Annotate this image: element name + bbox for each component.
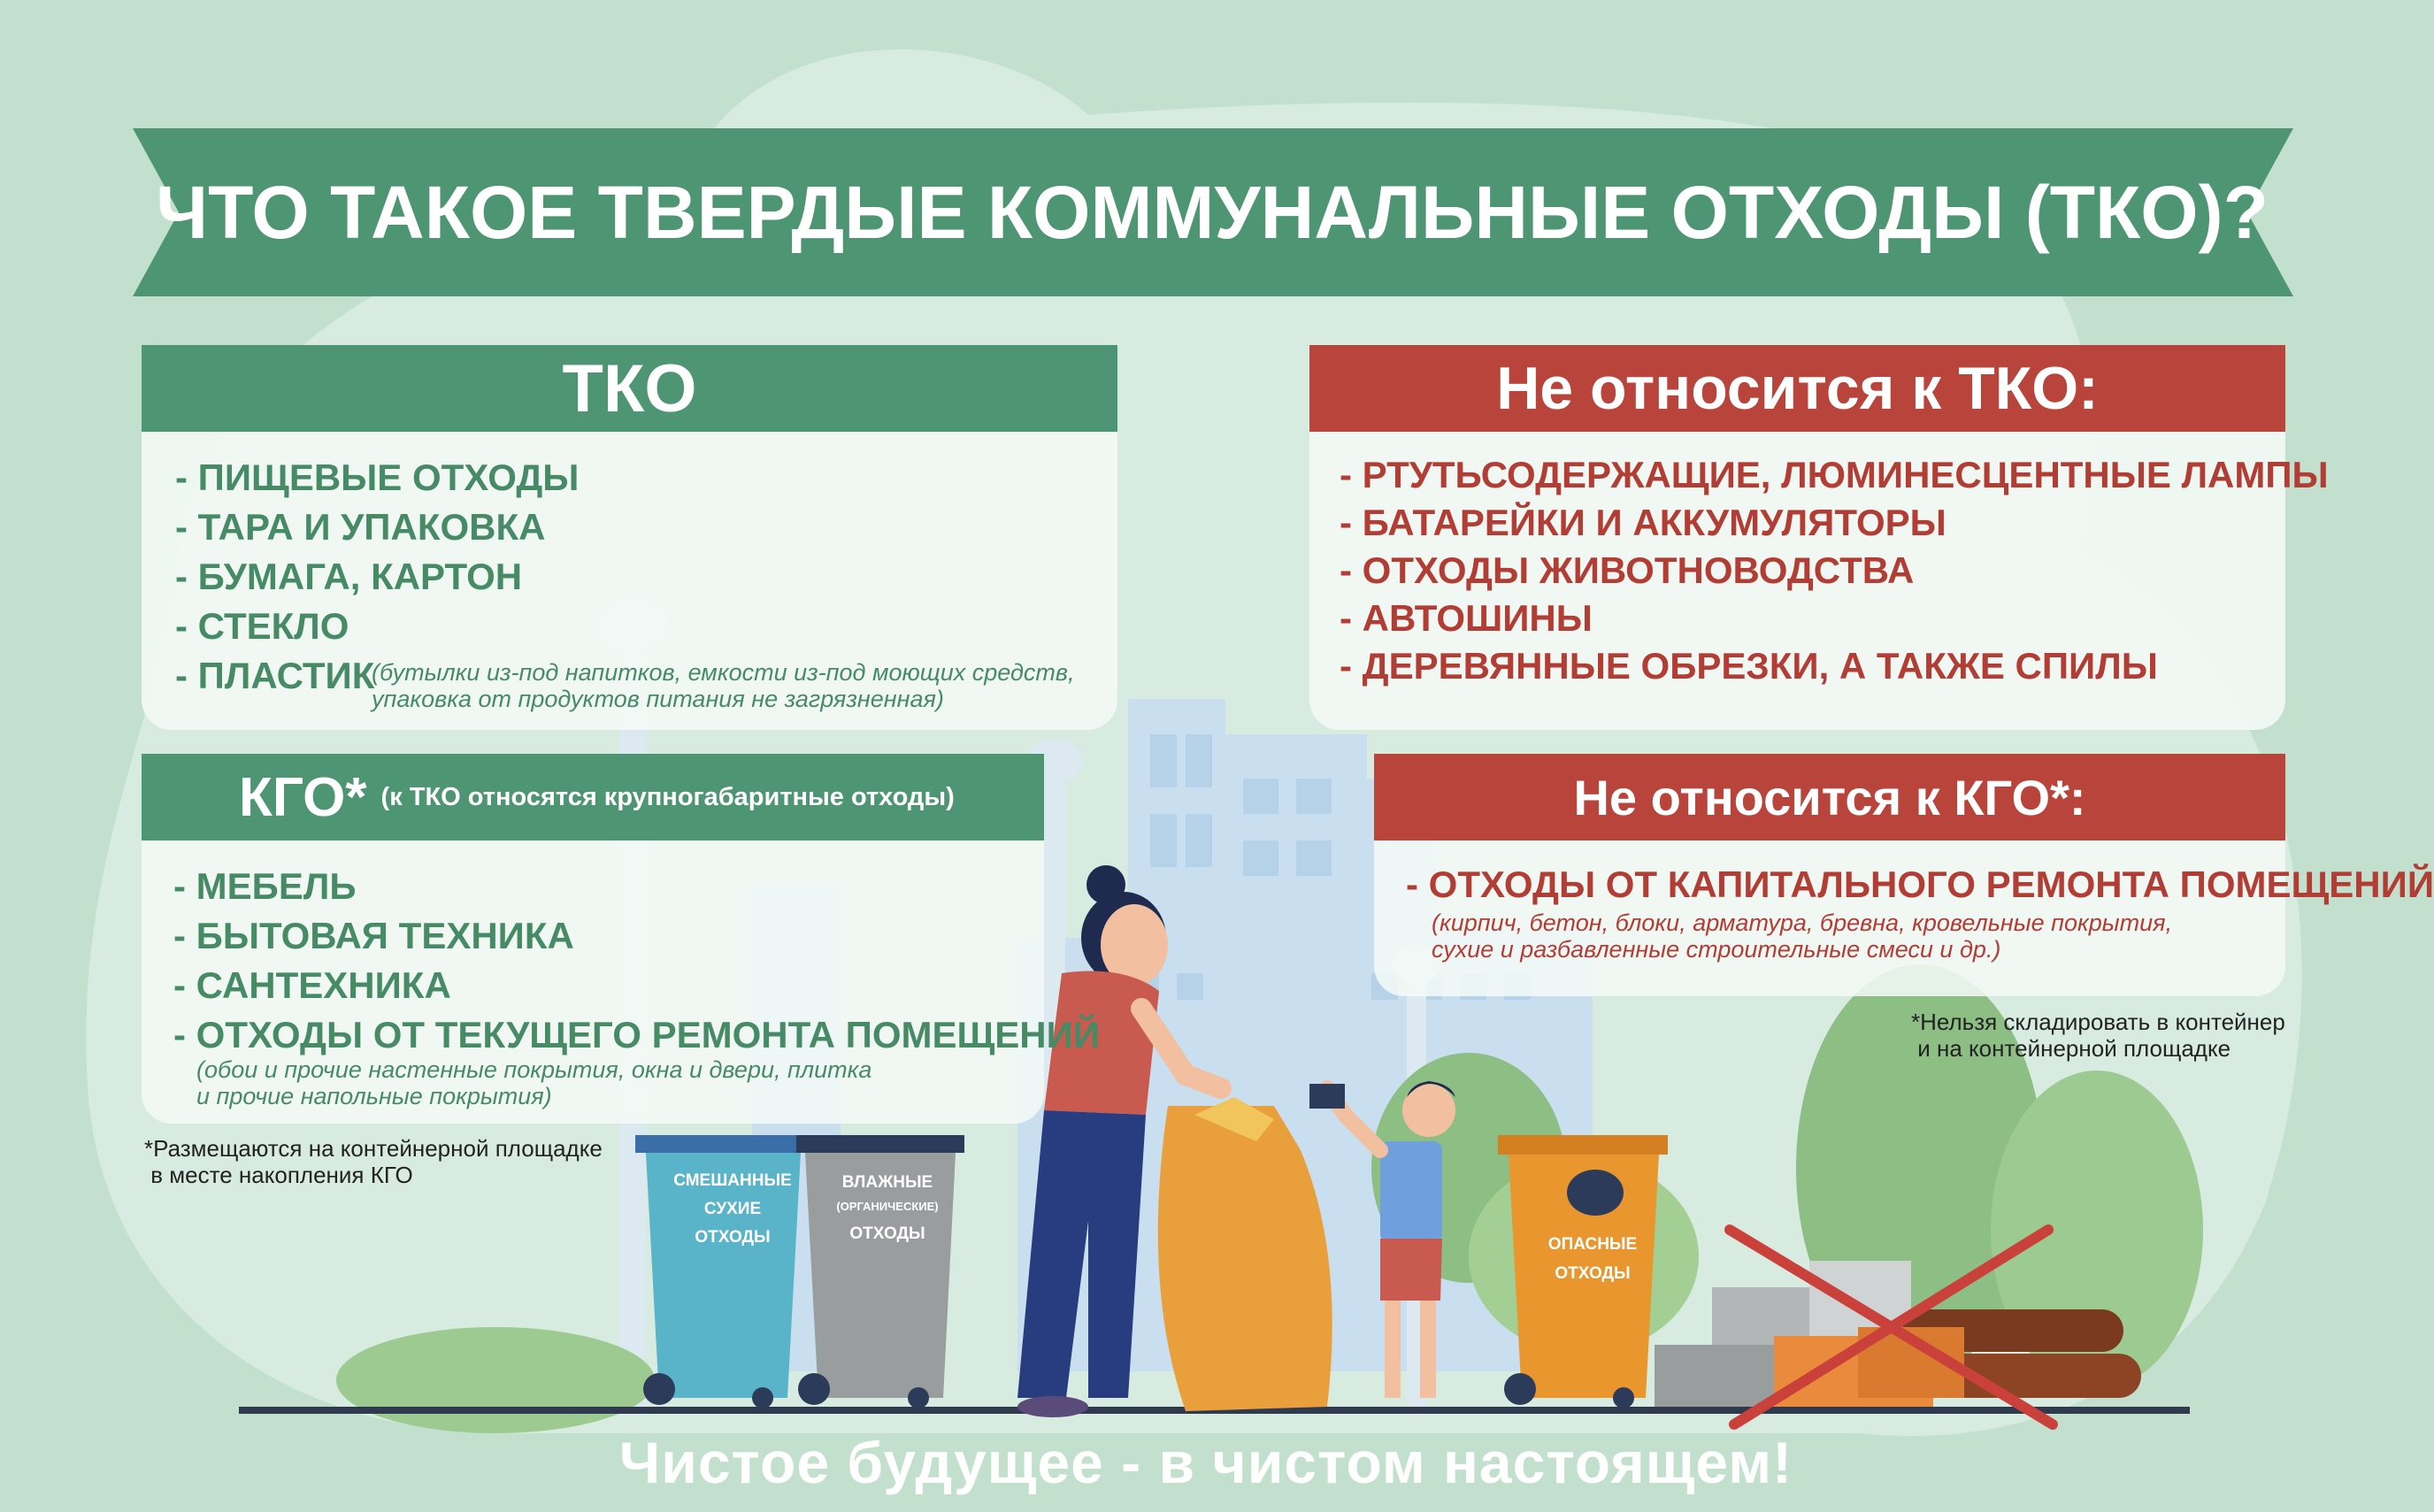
slogan: Чистое будущее - в чистом настоящем! [618, 1430, 1793, 1495]
not-tko-heading: Не относится к ТКО: [1309, 345, 2285, 432]
bin-grey-label-2: (ОРГАНИЧЕСКИЕ) [836, 1200, 939, 1213]
bin-blue-label-1: СМЕШАННЫЕ [673, 1171, 792, 1190]
tko-heading: ТКО [142, 345, 1117, 432]
not-tko-item-batteries: - БАТАРЕЙКИ И АККУМУЛЯТОРЫ [1340, 502, 1946, 543]
not-tko-item-tires: - АВТОШИНЫ [1340, 597, 1593, 639]
kgo-item-appliances: - БЫТОВАЯ ТЕХНИКА [173, 915, 574, 956]
not-kgo-heading: Не относится к КГО*: [1374, 754, 2285, 840]
bin-hazardous [1498, 1135, 1668, 1408]
bin-grey-label-3: ОТХОДЫ [849, 1224, 925, 1243]
not-tko-list [1340, 451, 2329, 690]
not-kgo-panel [1374, 754, 2434, 996]
tko-item-glass: - СТЕКЛО [175, 605, 349, 647]
bin-grey-label-1: ВЛАЖНЫЕ [841, 1173, 933, 1192]
bin-mixed-dry [635, 1135, 812, 1408]
not-tko-item-lamps: - РТУТЬСОДЕРЖАЩИЕ, ЛЮМИНЕСЦЕНТНЫЕ ЛАМПЫ [1340, 454, 2329, 495]
tko-item-plastic: - ПЛАСТИК [175, 655, 375, 696]
tko-panel [142, 345, 1117, 730]
tko-item-packaging: - ТАРА И УПАКОВКА [175, 506, 546, 548]
kgo-item-furniture: - МЕБЕЛЬ [173, 865, 357, 907]
kgo-item-plumbing: - САНТЕХНИКА [173, 964, 451, 1006]
kgo-item-repair: - ОТХОДЫ ОТ ТЕКУЩЕГО РЕМОНТА ПОМЕЩЕНИЙ [173, 1014, 1101, 1055]
kgo-heading: КГО* [239, 766, 367, 828]
not-tko-item-wood: - ДЕРЕВЯННЫЕ ОБРЕЗКИ, А ТАКЖЕ СПИЛЫ [1340, 645, 2158, 687]
tko-item-food: - ПИЩЕВЫЕ ОТХОДЫ [175, 457, 580, 498]
bin-orange-label-1: ОПАСНЫЕ [1547, 1235, 1638, 1254]
bin-orange-label-2: ОТХОДЫ [1555, 1264, 1631, 1283]
kgo-footnote: *Размещаются на контейнерной площадке в месте накопления КГО [144, 1135, 603, 1188]
not-tko-item-livestock: - ОТХОДЫ ЖИВОТНОВОДСТВА [1340, 549, 1915, 591]
bin-blue-label-2: СУХИЕ [703, 1200, 762, 1218]
not-kgo-note: (кирпич, бетон, блоки, арматура, бревна, кровельные покрытия, сухие и разбавленные строительные смеси и др.) [1432, 910, 2173, 963]
plastic-note: (бутылки из-под напитков, емкости из-под моющих средств, упаковка от продуктов питания не загрязненная) [372, 659, 1075, 712]
kgo-panel [142, 754, 1101, 1124]
not-tko-panel [1309, 345, 2329, 730]
kgo-repair-note: (обои и прочие настенные покрытия, окна и двери, плитка и прочие напольные покрытия) [196, 1056, 872, 1109]
bin-wet-organic [796, 1135, 964, 1408]
not-kgo-footnote: *Нельзя складировать в контейнер и на контейнерной площадке [1911, 1009, 2285, 1062]
kgo-list [173, 862, 1100, 1060]
bin-blue-label-3: ОТХОДЫ [695, 1228, 771, 1247]
kgo-header [142, 754, 1044, 840]
page-title: ЧТО ТАКОЕ ТВЕРДЫЕ КОММУНАЛЬНЫЕ ОТХОДЫ (ТКО)? [156, 170, 2269, 254]
not-kgo-list [1406, 860, 2434, 910]
not-kgo-item-capital-repair: - ОТХОДЫ ОТ КАПИТАЛЬНОГО РЕМОНТА ПОМЕЩЕНИЙ [1406, 863, 2434, 905]
tko-item-paper: - БУМАГА, КАРТОН [175, 556, 523, 597]
kgo-subheading: (к ТКО относятся крупногабаритные отходы) [380, 782, 955, 811]
